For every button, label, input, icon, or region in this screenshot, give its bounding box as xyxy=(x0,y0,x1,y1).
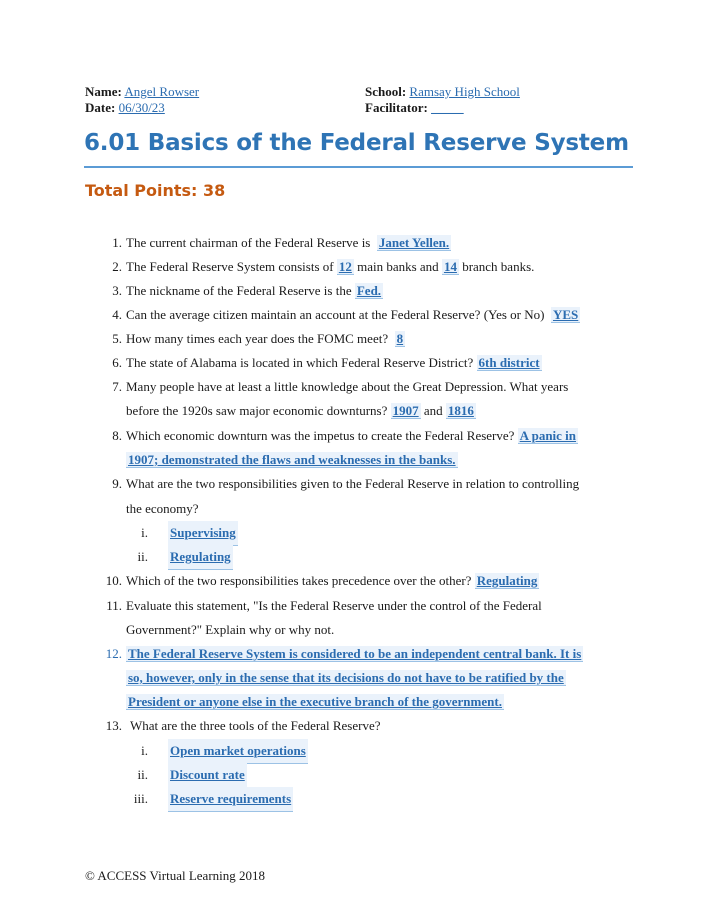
answer-3[interactable]: Fed. xyxy=(356,283,382,298)
sub-number: ii. xyxy=(137,767,148,782)
question-text: main banks and xyxy=(357,259,439,274)
question-text: branch banks. xyxy=(462,259,535,274)
answer-2b[interactable]: 14 xyxy=(443,259,457,274)
question-text: How many times each year does the FOMC meet? xyxy=(126,331,389,346)
school-label: School: xyxy=(365,84,407,99)
answer-13-i[interactable]: Open market operations xyxy=(168,739,308,764)
footer-copyright: © ACCESS Virtual Learning 2018 xyxy=(85,868,266,883)
name-label: Name: xyxy=(85,84,122,99)
total-points: Total Points: 38 xyxy=(85,181,226,200)
question-text: Which economic downturn was the impetus to create the Federal Reserve? xyxy=(126,428,515,443)
title-divider xyxy=(84,166,633,168)
question-text: the economy? xyxy=(126,501,199,516)
answer-9-ii[interactable]: Regulating xyxy=(168,545,233,570)
question-text: What are the three tools of the Federal Reserve? xyxy=(130,718,381,733)
question-number: 1. xyxy=(112,235,122,250)
sub-number: iii. xyxy=(133,791,148,806)
answer-1[interactable]: Janet Yellen. xyxy=(378,235,450,250)
question-number: 13. xyxy=(105,718,122,733)
question-number: 12. xyxy=(105,646,122,661)
answer-10[interactable]: Regulating xyxy=(476,573,538,588)
question-text: Government?" Explain why or why not. xyxy=(126,622,335,637)
question-text: Which of the two responsibilities takes precedence over the other? xyxy=(126,573,472,588)
sub-number: i. xyxy=(141,525,148,540)
answer-12-line2[interactable]: so, however, only in the sense that its decisions do not have to be ratified by the xyxy=(128,670,564,685)
question-text: Many people have at least a little knowledge about the Great Depression. What years xyxy=(126,379,569,394)
question-number: 5. xyxy=(112,331,122,346)
facilitator-label: Facilitator: xyxy=(365,100,428,115)
sub-number: i. xyxy=(141,743,148,758)
question-number: 9. xyxy=(112,476,122,491)
question-number: 8. xyxy=(112,428,122,443)
answer-9-i[interactable]: Supervising xyxy=(168,521,238,546)
question-number: 6. xyxy=(112,355,122,370)
question-number: 4. xyxy=(112,307,122,322)
question-number: 10. xyxy=(105,573,122,588)
question-text: Can the average citizen maintain an account at the Federal Reserve? (Yes or No) xyxy=(126,307,545,322)
question-text: Evaluate this statement, "Is the Federal Reserve under the control of the Federal xyxy=(126,598,542,613)
school-field[interactable]: Ramsay High School xyxy=(409,84,520,99)
question-number: 2. xyxy=(112,259,122,274)
question-text: before the 1920s saw major economic downturns? xyxy=(126,403,388,418)
answer-2a[interactable]: 12 xyxy=(338,259,352,274)
facilitator-field[interactable]: _____ xyxy=(431,100,464,115)
answer-12-line1[interactable]: The Federal Reserve System is considered to be an independent central bank. It is xyxy=(128,646,582,661)
date-field[interactable]: 06/30/23 xyxy=(118,100,165,115)
question-text: What are the two responsibilities given to the Federal Reserve in relation to controlling xyxy=(126,476,580,491)
question-number: 7. xyxy=(112,379,122,394)
answer-4[interactable]: YES xyxy=(552,307,579,322)
question-text: The nickname of the Federal Reserve is the xyxy=(126,283,352,298)
answer-7a[interactable]: 1907 xyxy=(392,403,419,418)
question-text: The current chairman of the Federal Reserve is xyxy=(126,235,371,250)
answer-6[interactable]: 6th district xyxy=(478,355,540,370)
question-number: 11. xyxy=(106,598,122,613)
answer-8-line1[interactable]: A panic in xyxy=(519,428,577,443)
answer-5[interactable]: 8 xyxy=(396,331,404,346)
conjunction: and xyxy=(423,403,443,418)
answer-12-line3[interactable]: President or anyone else in the executive branch of the government. xyxy=(128,694,502,709)
name-field[interactable]: Angel Rowser xyxy=(124,84,200,99)
answer-13-iii[interactable]: Reserve requirements xyxy=(168,787,293,812)
question-text: The state of Alabama is located in which Federal Reserve District? xyxy=(126,355,474,370)
date-label: Date: xyxy=(85,100,116,115)
question-number: 3. xyxy=(112,283,122,298)
answer-13-ii[interactable]: Discount rate xyxy=(168,763,247,788)
question-text: The Federal Reserve System consists of xyxy=(126,259,334,274)
page-title: 6.01 Basics of the Federal Reserve System xyxy=(84,130,629,156)
sub-number: ii. xyxy=(137,549,148,564)
answer-7b[interactable]: 1816 xyxy=(447,403,474,418)
answer-8-line2[interactable]: 1907; demonstrated the flaws and weaknesses in the banks. xyxy=(128,452,456,467)
header-block xyxy=(85,84,645,116)
